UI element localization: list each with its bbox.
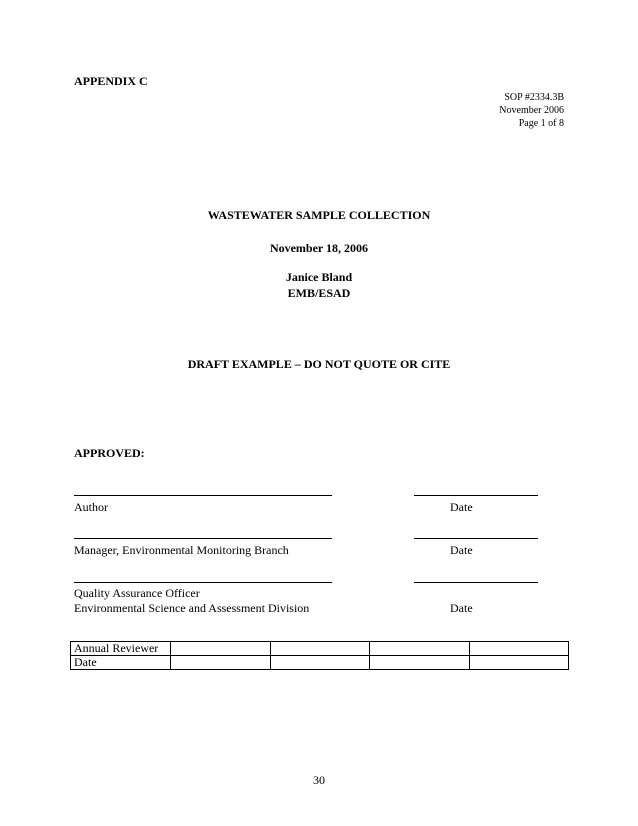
signature-line-author <box>74 495 332 496</box>
table-cell <box>469 656 569 670</box>
date-label-qa: Date <box>450 601 473 615</box>
date-line-qa <box>414 582 538 583</box>
date-label-manager: Date <box>450 543 473 557</box>
table-cell <box>370 656 470 670</box>
organization: EMB/ESAD <box>287 286 351 300</box>
appendix-heading: APPENDIX C <box>74 74 148 88</box>
draft-notice: DRAFT EXAMPLE – DO NOT QUOTE OR CITE <box>187 357 451 371</box>
date-line-manager <box>414 538 538 539</box>
sop-page: Page 1 of 8 <box>518 118 564 129</box>
table-cell <box>270 642 370 656</box>
table-cell <box>270 656 370 670</box>
sop-number: SOP #2334.3B <box>504 92 564 103</box>
sop-date: November 2006 <box>499 105 564 116</box>
table-cell <box>370 642 470 656</box>
table-row <box>71 656 569 670</box>
annual-reviewer-table <box>70 641 569 670</box>
signature-label-author: Author <box>74 500 108 514</box>
signature-label-qa: Quality Assurance Officer <box>74 586 200 600</box>
table-row <box>71 642 569 656</box>
table-cell <box>171 642 271 656</box>
date-label-author: Date <box>450 500 473 514</box>
table-cell-label: Annual Reviewer <box>71 642 171 656</box>
table-cell-label: Date <box>71 656 171 670</box>
page-number: 30 <box>313 773 325 787</box>
table-cell <box>469 642 569 656</box>
author-name: Janice Bland <box>285 270 353 284</box>
signature-line-qa <box>74 582 332 583</box>
approved-heading: APPROVED: <box>74 446 145 460</box>
signature-label-manager: Manager, Environmental Monitoring Branch <box>74 543 289 557</box>
signature-label-esad: Environmental Science and Assessment Division <box>74 601 310 615</box>
date-line-author <box>414 495 538 496</box>
document-date: November 18, 2006 <box>269 241 369 255</box>
sop-header-block <box>499 91 564 130</box>
signature-line-manager <box>74 538 332 539</box>
document-title: WASTEWATER SAMPLE COLLECTION <box>207 208 431 222</box>
table-cell <box>171 656 271 670</box>
